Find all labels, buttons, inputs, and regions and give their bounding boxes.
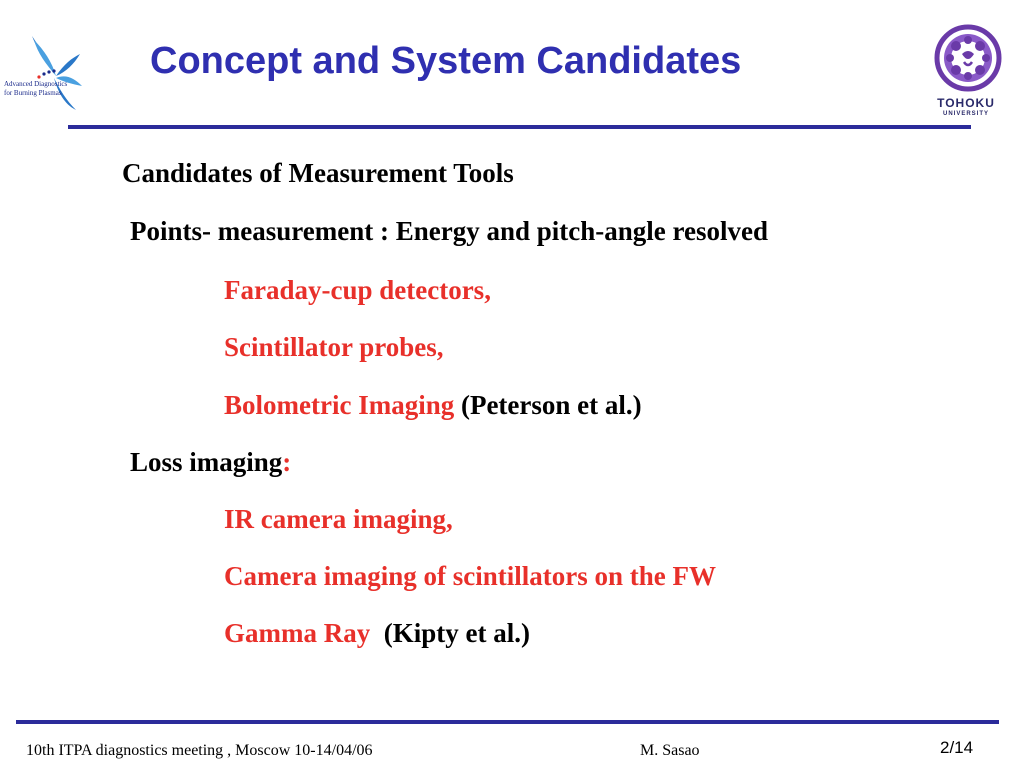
- page-number: 2/14: [940, 738, 974, 757]
- list-item-citation: (Peterson et al.): [454, 390, 642, 420]
- list-item-text: Bolometric Imaging: [224, 390, 455, 420]
- list-item: [224, 332, 444, 363]
- list-item-text: Camera imaging of scintillators on the FW: [224, 561, 716, 591]
- list-item-text: Gamma Ray: [224, 618, 371, 648]
- list-item-text: Faraday-cup detectors,: [224, 275, 491, 305]
- list-item: [224, 618, 530, 649]
- loss-heading-colon: :: [282, 447, 292, 477]
- header-divider: [68, 125, 971, 129]
- logo-right-name: TOHOKU: [937, 96, 995, 110]
- footer-author: M. Sasao: [640, 742, 700, 759]
- section-heading: Candidates of Measurement Tools: [122, 158, 514, 188]
- list-item: [224, 561, 716, 592]
- list-item-citation: (Kipty et al.): [370, 618, 530, 648]
- loss-heading-text: Loss imaging: [130, 447, 283, 477]
- list-item: [224, 504, 453, 535]
- footer-meeting: 10th ITPA diagnostics meeting , Moscow 10-14/04/06: [26, 742, 373, 759]
- list-item-text: Scintillator probes,: [224, 332, 444, 362]
- list-item-text: IR camera imaging,: [224, 504, 453, 534]
- dragonfly-logo-icon: [4, 34, 96, 114]
- wisteria-emblem-icon: [934, 24, 1002, 92]
- logo-left-text: [4, 80, 84, 98]
- logo-left-line2: for Burning Plasmas: [4, 89, 62, 97]
- logo-right-sub: UNIVERSITY: [942, 111, 989, 117]
- list-item: [224, 390, 642, 421]
- tohoku-university-logo: [930, 24, 1010, 124]
- footer-divider: [16, 720, 999, 724]
- advanced-diagnostics-logo: [4, 34, 96, 114]
- list-item: [224, 275, 491, 306]
- logo-left-line1: Advanced Diagnostics: [4, 80, 68, 88]
- points-heading: Points- measurement : Energy and pitch-angle resolved: [130, 216, 768, 246]
- page-title: Concept and System Candidates: [150, 40, 742, 82]
- loss-heading: [130, 447, 291, 478]
